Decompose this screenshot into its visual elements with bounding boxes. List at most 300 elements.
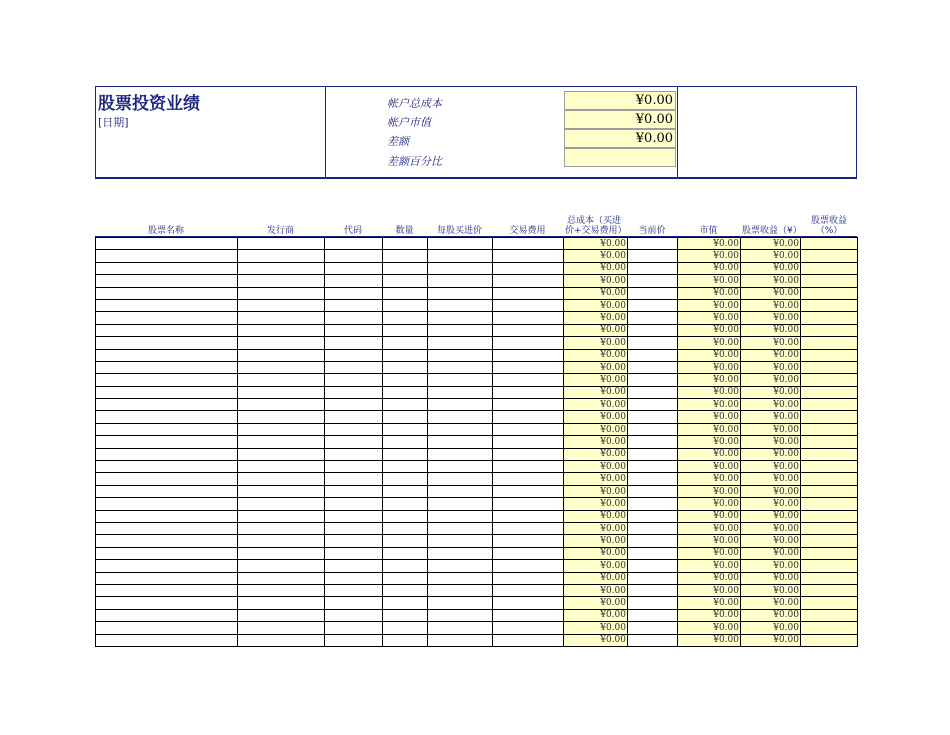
cell-gain-pct[interactable] (801, 522, 858, 534)
cell-cur-price[interactable] (628, 560, 678, 572)
cell-qty[interactable] (383, 510, 428, 522)
cell-buy-price[interactable] (428, 522, 493, 534)
cell-qty[interactable] (383, 374, 428, 386)
cell-name[interactable] (96, 461, 238, 473)
cell-buy-price[interactable] (428, 287, 493, 299)
cell-total-cost[interactable]: ¥0.00 (564, 448, 628, 460)
cell-gain-pct[interactable] (801, 250, 858, 262)
cell-cur-price[interactable] (628, 597, 678, 609)
cell-total-cost[interactable]: ¥0.00 (564, 461, 628, 473)
cell-issuer[interactable] (238, 634, 325, 646)
cell-qty[interactable] (383, 572, 428, 584)
cell-total-cost[interactable]: ¥0.00 (564, 349, 628, 361)
cell-total-cost[interactable]: ¥0.00 (564, 473, 628, 485)
cell-market-value[interactable]: ¥0.00 (678, 312, 741, 324)
cell-gain-amt[interactable]: ¥0.00 (741, 399, 801, 411)
cell-name[interactable] (96, 622, 238, 634)
cell-qty[interactable] (383, 609, 428, 621)
cell-fee[interactable] (493, 510, 564, 522)
cell-name[interactable] (96, 436, 238, 448)
cell-market-value[interactable]: ¥0.00 (678, 262, 741, 274)
cell-fee[interactable] (493, 324, 564, 336)
cell-total-cost[interactable]: ¥0.00 (564, 535, 628, 547)
cell-buy-price[interactable] (428, 622, 493, 634)
cell-name[interactable] (96, 448, 238, 460)
cell-total-cost[interactable]: ¥0.00 (564, 312, 628, 324)
cell-fee[interactable] (493, 622, 564, 634)
cell-issuer[interactable] (238, 250, 325, 262)
difference-pct-value[interactable] (564, 148, 676, 167)
cell-gain-pct[interactable] (801, 386, 858, 398)
cell-code[interactable] (325, 399, 383, 411)
cell-buy-price[interactable] (428, 572, 493, 584)
cell-total-cost[interactable]: ¥0.00 (564, 399, 628, 411)
cell-buy-price[interactable] (428, 584, 493, 596)
cell-buy-price[interactable] (428, 312, 493, 324)
cell-name[interactable] (96, 361, 238, 373)
cell-issuer[interactable] (238, 436, 325, 448)
cell-gain-pct[interactable] (801, 287, 858, 299)
cell-market-value[interactable]: ¥0.00 (678, 337, 741, 349)
cell-name[interactable] (96, 324, 238, 336)
cell-cur-price[interactable] (628, 485, 678, 497)
cell-market-value[interactable]: ¥0.00 (678, 411, 741, 423)
cell-issuer[interactable] (238, 423, 325, 435)
cell-buy-price[interactable] (428, 597, 493, 609)
cell-qty[interactable] (383, 547, 428, 559)
cell-buy-price[interactable] (428, 349, 493, 361)
cell-gain-pct[interactable] (801, 510, 858, 522)
cell-fee[interactable] (493, 250, 564, 262)
cell-issuer[interactable] (238, 622, 325, 634)
cell-gain-amt[interactable]: ¥0.00 (741, 337, 801, 349)
cell-buy-price[interactable] (428, 250, 493, 262)
cell-cur-price[interactable] (628, 287, 678, 299)
cell-code[interactable] (325, 361, 383, 373)
cell-code[interactable] (325, 299, 383, 311)
cell-total-cost[interactable]: ¥0.00 (564, 634, 628, 646)
cell-gain-amt[interactable]: ¥0.00 (741, 560, 801, 572)
cell-gain-pct[interactable] (801, 634, 858, 646)
cell-name[interactable] (96, 262, 238, 274)
cell-fee[interactable] (493, 287, 564, 299)
cell-gain-amt[interactable]: ¥0.00 (741, 522, 801, 534)
cell-buy-price[interactable] (428, 275, 493, 287)
cell-cur-price[interactable] (628, 461, 678, 473)
cell-gain-pct[interactable] (801, 299, 858, 311)
cell-market-value[interactable]: ¥0.00 (678, 535, 741, 547)
cell-issuer[interactable] (238, 399, 325, 411)
cell-code[interactable] (325, 324, 383, 336)
cell-gain-pct[interactable] (801, 597, 858, 609)
cell-cur-price[interactable] (628, 448, 678, 460)
cell-issuer[interactable] (238, 299, 325, 311)
cell-cur-price[interactable] (628, 547, 678, 559)
cell-gain-amt[interactable]: ¥0.00 (741, 572, 801, 584)
cell-gain-amt[interactable]: ¥0.00 (741, 275, 801, 287)
cell-cur-price[interactable] (628, 374, 678, 386)
cell-name[interactable] (96, 287, 238, 299)
cell-cur-price[interactable] (628, 584, 678, 596)
cell-issuer[interactable] (238, 609, 325, 621)
cell-gain-amt[interactable]: ¥0.00 (741, 634, 801, 646)
cell-code[interactable] (325, 436, 383, 448)
cell-buy-price[interactable] (428, 448, 493, 460)
cell-buy-price[interactable] (428, 535, 493, 547)
cell-name[interactable] (96, 411, 238, 423)
cell-total-cost[interactable]: ¥0.00 (564, 522, 628, 534)
cell-cur-price[interactable] (628, 510, 678, 522)
cell-buy-price[interactable] (428, 498, 493, 510)
cell-buy-price[interactable] (428, 238, 493, 250)
cell-qty[interactable] (383, 250, 428, 262)
cell-market-value[interactable]: ¥0.00 (678, 609, 741, 621)
cell-qty[interactable] (383, 436, 428, 448)
date-field[interactable]: [日期] (98, 116, 129, 129)
cell-total-cost[interactable]: ¥0.00 (564, 609, 628, 621)
cell-total-cost[interactable]: ¥0.00 (564, 436, 628, 448)
cell-market-value[interactable]: ¥0.00 (678, 324, 741, 336)
cell-cur-price[interactable] (628, 361, 678, 373)
cell-gain-pct[interactable] (801, 262, 858, 274)
cell-total-cost[interactable]: ¥0.00 (564, 287, 628, 299)
cell-fee[interactable] (493, 262, 564, 274)
difference-value[interactable]: ¥0.00 (564, 129, 676, 148)
cell-cur-price[interactable] (628, 238, 678, 250)
cell-issuer[interactable] (238, 349, 325, 361)
cell-fee[interactable] (493, 337, 564, 349)
cell-market-value[interactable]: ¥0.00 (678, 386, 741, 398)
cell-cur-price[interactable] (628, 411, 678, 423)
cell-qty[interactable] (383, 423, 428, 435)
cell-fee[interactable] (493, 461, 564, 473)
cell-market-value[interactable]: ¥0.00 (678, 597, 741, 609)
cell-issuer[interactable] (238, 337, 325, 349)
cell-gain-pct[interactable] (801, 423, 858, 435)
cell-cur-price[interactable] (628, 535, 678, 547)
cell-gain-amt[interactable]: ¥0.00 (741, 250, 801, 262)
cell-name[interactable] (96, 250, 238, 262)
cell-name[interactable] (96, 634, 238, 646)
cell-issuer[interactable] (238, 411, 325, 423)
cell-gain-pct[interactable] (801, 535, 858, 547)
cell-gain-amt[interactable]: ¥0.00 (741, 423, 801, 435)
cell-qty[interactable] (383, 634, 428, 646)
cell-fee[interactable] (493, 498, 564, 510)
cell-gain-amt[interactable]: ¥0.00 (741, 461, 801, 473)
cell-code[interactable] (325, 238, 383, 250)
cell-name[interactable] (96, 374, 238, 386)
cell-qty[interactable] (383, 448, 428, 460)
cell-code[interactable] (325, 461, 383, 473)
cell-buy-price[interactable] (428, 423, 493, 435)
cell-name[interactable] (96, 547, 238, 559)
cell-total-cost[interactable]: ¥0.00 (564, 324, 628, 336)
cell-qty[interactable] (383, 411, 428, 423)
cell-market-value[interactable]: ¥0.00 (678, 584, 741, 596)
cell-buy-price[interactable] (428, 324, 493, 336)
cell-buy-price[interactable] (428, 299, 493, 311)
cell-name[interactable] (96, 510, 238, 522)
cell-fee[interactable] (493, 572, 564, 584)
cell-gain-pct[interactable] (801, 337, 858, 349)
cell-cur-price[interactable] (628, 572, 678, 584)
cell-gain-pct[interactable] (801, 448, 858, 460)
cell-gain-pct[interactable] (801, 275, 858, 287)
cell-total-cost[interactable]: ¥0.00 (564, 510, 628, 522)
cell-market-value[interactable]: ¥0.00 (678, 299, 741, 311)
cell-gain-pct[interactable] (801, 312, 858, 324)
cell-cur-price[interactable] (628, 473, 678, 485)
cell-market-value[interactable]: ¥0.00 (678, 485, 741, 497)
cell-total-cost[interactable]: ¥0.00 (564, 560, 628, 572)
cell-fee[interactable] (493, 238, 564, 250)
cell-gain-pct[interactable] (801, 560, 858, 572)
cell-cur-price[interactable] (628, 262, 678, 274)
cell-gain-amt[interactable]: ¥0.00 (741, 386, 801, 398)
cell-fee[interactable] (493, 560, 564, 572)
cell-fee[interactable] (493, 423, 564, 435)
cell-fee[interactable] (493, 485, 564, 497)
cell-issuer[interactable] (238, 584, 325, 596)
cell-gain-pct[interactable] (801, 461, 858, 473)
cell-buy-price[interactable] (428, 547, 493, 559)
cell-issuer[interactable] (238, 560, 325, 572)
cell-cur-price[interactable] (628, 337, 678, 349)
cell-qty[interactable] (383, 498, 428, 510)
cell-issuer[interactable] (238, 473, 325, 485)
cell-gain-pct[interactable] (801, 374, 858, 386)
cell-code[interactable] (325, 535, 383, 547)
cell-name[interactable] (96, 399, 238, 411)
cell-name[interactable] (96, 609, 238, 621)
cell-buy-price[interactable] (428, 337, 493, 349)
cell-market-value[interactable]: ¥0.00 (678, 461, 741, 473)
cell-fee[interactable] (493, 634, 564, 646)
cell-market-value[interactable]: ¥0.00 (678, 287, 741, 299)
cell-total-cost[interactable]: ¥0.00 (564, 238, 628, 250)
cell-issuer[interactable] (238, 238, 325, 250)
cell-cur-price[interactable] (628, 634, 678, 646)
cell-total-cost[interactable]: ¥0.00 (564, 622, 628, 634)
cell-gain-amt[interactable]: ¥0.00 (741, 312, 801, 324)
cell-fee[interactable] (493, 399, 564, 411)
cell-gain-pct[interactable] (801, 485, 858, 497)
cell-qty[interactable] (383, 275, 428, 287)
cell-code[interactable] (325, 572, 383, 584)
cell-code[interactable] (325, 423, 383, 435)
cell-qty[interactable] (383, 584, 428, 596)
cell-gain-amt[interactable]: ¥0.00 (741, 238, 801, 250)
cell-gain-amt[interactable]: ¥0.00 (741, 473, 801, 485)
cell-market-value[interactable]: ¥0.00 (678, 250, 741, 262)
cell-gain-amt[interactable]: ¥0.00 (741, 597, 801, 609)
cell-name[interactable] (96, 349, 238, 361)
cell-issuer[interactable] (238, 597, 325, 609)
cell-issuer[interactable] (238, 498, 325, 510)
cell-gain-amt[interactable]: ¥0.00 (741, 299, 801, 311)
cell-issuer[interactable] (238, 361, 325, 373)
cell-gain-amt[interactable]: ¥0.00 (741, 448, 801, 460)
cell-gain-amt[interactable]: ¥0.00 (741, 622, 801, 634)
cell-total-cost[interactable]: ¥0.00 (564, 547, 628, 559)
cell-issuer[interactable] (238, 522, 325, 534)
cell-issuer[interactable] (238, 262, 325, 274)
cell-issuer[interactable] (238, 287, 325, 299)
cell-buy-price[interactable] (428, 461, 493, 473)
cell-code[interactable] (325, 411, 383, 423)
cell-gain-amt[interactable]: ¥0.00 (741, 498, 801, 510)
cell-gain-amt[interactable]: ¥0.00 (741, 349, 801, 361)
cell-fee[interactable] (493, 535, 564, 547)
cell-market-value[interactable]: ¥0.00 (678, 399, 741, 411)
cell-market-value[interactable]: ¥0.00 (678, 473, 741, 485)
cell-qty[interactable] (383, 287, 428, 299)
cell-code[interactable] (325, 597, 383, 609)
cell-buy-price[interactable] (428, 411, 493, 423)
cell-code[interactable] (325, 275, 383, 287)
cell-total-cost[interactable]: ¥0.00 (564, 374, 628, 386)
cell-buy-price[interactable] (428, 510, 493, 522)
cell-issuer[interactable] (238, 572, 325, 584)
cell-gain-pct[interactable] (801, 324, 858, 336)
cell-cur-price[interactable] (628, 436, 678, 448)
cell-gain-amt[interactable]: ¥0.00 (741, 411, 801, 423)
cell-cur-price[interactable] (628, 349, 678, 361)
cell-fee[interactable] (493, 584, 564, 596)
cell-fee[interactable] (493, 349, 564, 361)
cell-gain-pct[interactable] (801, 584, 858, 596)
cell-gain-amt[interactable]: ¥0.00 (741, 287, 801, 299)
cell-total-cost[interactable]: ¥0.00 (564, 597, 628, 609)
cell-code[interactable] (325, 448, 383, 460)
cell-gain-amt[interactable]: ¥0.00 (741, 547, 801, 559)
cell-total-cost[interactable]: ¥0.00 (564, 498, 628, 510)
cell-cur-price[interactable] (628, 299, 678, 311)
cell-gain-amt[interactable]: ¥0.00 (741, 436, 801, 448)
cell-gain-pct[interactable] (801, 473, 858, 485)
cell-buy-price[interactable] (428, 399, 493, 411)
cell-total-cost[interactable]: ¥0.00 (564, 337, 628, 349)
cell-market-value[interactable]: ¥0.00 (678, 547, 741, 559)
cell-code[interactable] (325, 547, 383, 559)
cell-gain-pct[interactable] (801, 411, 858, 423)
cell-total-cost[interactable]: ¥0.00 (564, 572, 628, 584)
cell-qty[interactable] (383, 386, 428, 398)
cell-name[interactable] (96, 275, 238, 287)
cell-qty[interactable] (383, 262, 428, 274)
cell-market-value[interactable]: ¥0.00 (678, 361, 741, 373)
cell-market-value[interactable]: ¥0.00 (678, 498, 741, 510)
cell-gain-amt[interactable]: ¥0.00 (741, 324, 801, 336)
cell-code[interactable] (325, 262, 383, 274)
cell-cur-price[interactable] (628, 498, 678, 510)
cell-issuer[interactable] (238, 461, 325, 473)
cell-issuer[interactable] (238, 312, 325, 324)
cell-fee[interactable] (493, 299, 564, 311)
cell-issuer[interactable] (238, 275, 325, 287)
cell-gain-amt[interactable]: ¥0.00 (741, 609, 801, 621)
cell-issuer[interactable] (238, 374, 325, 386)
cell-gain-pct[interactable] (801, 349, 858, 361)
cell-cur-price[interactable] (628, 324, 678, 336)
cell-gain-pct[interactable] (801, 399, 858, 411)
cell-qty[interactable] (383, 622, 428, 634)
cell-cur-price[interactable] (628, 622, 678, 634)
cell-gain-amt[interactable]: ¥0.00 (741, 584, 801, 596)
cell-qty[interactable] (383, 337, 428, 349)
cell-name[interactable] (96, 498, 238, 510)
cell-total-cost[interactable]: ¥0.00 (564, 299, 628, 311)
cell-name[interactable] (96, 584, 238, 596)
cell-market-value[interactable]: ¥0.00 (678, 448, 741, 460)
cell-code[interactable] (325, 634, 383, 646)
total-cost-value[interactable]: ¥0.00 (564, 91, 676, 110)
cell-gain-pct[interactable] (801, 547, 858, 559)
cell-fee[interactable] (493, 473, 564, 485)
cell-gain-pct[interactable] (801, 609, 858, 621)
cell-name[interactable] (96, 423, 238, 435)
cell-code[interactable] (325, 522, 383, 534)
cell-gain-amt[interactable]: ¥0.00 (741, 374, 801, 386)
cell-qty[interactable] (383, 535, 428, 547)
cell-code[interactable] (325, 498, 383, 510)
cell-gain-amt[interactable]: ¥0.00 (741, 510, 801, 522)
cell-fee[interactable] (493, 609, 564, 621)
cell-qty[interactable] (383, 485, 428, 497)
cell-fee[interactable] (493, 386, 564, 398)
cell-qty[interactable] (383, 522, 428, 534)
cell-code[interactable] (325, 560, 383, 572)
cell-name[interactable] (96, 312, 238, 324)
cell-cur-price[interactable] (628, 250, 678, 262)
cell-code[interactable] (325, 510, 383, 522)
cell-name[interactable] (96, 597, 238, 609)
cell-market-value[interactable]: ¥0.00 (678, 374, 741, 386)
cell-gain-amt[interactable]: ¥0.00 (741, 262, 801, 274)
cell-fee[interactable] (493, 597, 564, 609)
cell-total-cost[interactable]: ¥0.00 (564, 361, 628, 373)
cell-buy-price[interactable] (428, 609, 493, 621)
cell-code[interactable] (325, 609, 383, 621)
cell-name[interactable] (96, 560, 238, 572)
cell-name[interactable] (96, 485, 238, 497)
cell-issuer[interactable] (238, 324, 325, 336)
cell-total-cost[interactable]: ¥0.00 (564, 584, 628, 596)
cell-name[interactable] (96, 572, 238, 584)
cell-fee[interactable] (493, 411, 564, 423)
cell-gain-amt[interactable]: ¥0.00 (741, 485, 801, 497)
cell-code[interactable] (325, 622, 383, 634)
cell-qty[interactable] (383, 299, 428, 311)
cell-cur-price[interactable] (628, 522, 678, 534)
cell-name[interactable] (96, 238, 238, 250)
cell-code[interactable] (325, 250, 383, 262)
cell-market-value[interactable]: ¥0.00 (678, 349, 741, 361)
cell-buy-price[interactable] (428, 485, 493, 497)
cell-cur-price[interactable] (628, 423, 678, 435)
cell-total-cost[interactable]: ¥0.00 (564, 423, 628, 435)
cell-cur-price[interactable] (628, 275, 678, 287)
cell-gain-pct[interactable] (801, 436, 858, 448)
cell-fee[interactable] (493, 547, 564, 559)
cell-name[interactable] (96, 522, 238, 534)
cell-fee[interactable] (493, 275, 564, 287)
cell-code[interactable] (325, 485, 383, 497)
cell-cur-price[interactable] (628, 609, 678, 621)
cell-code[interactable] (325, 584, 383, 596)
cell-code[interactable] (325, 374, 383, 386)
